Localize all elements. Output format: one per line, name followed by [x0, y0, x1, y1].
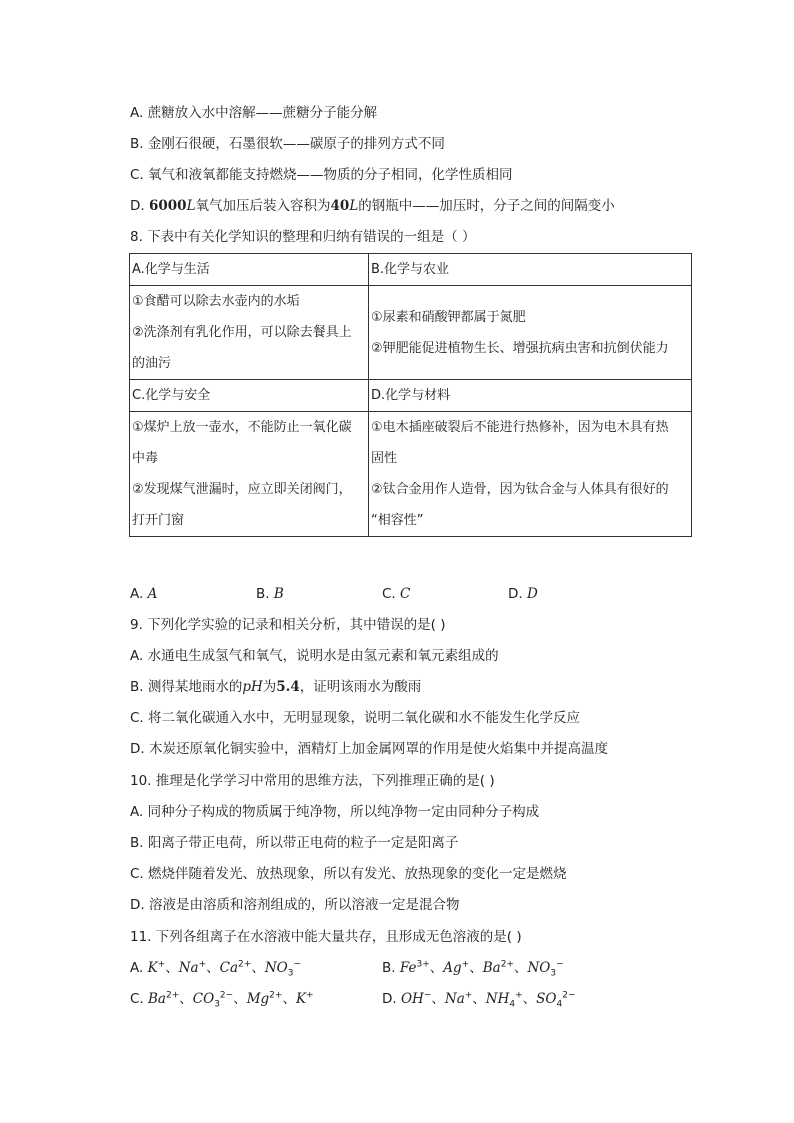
q8-option-c: C. C: [382, 586, 411, 602]
q11-option-c: C. $Ba^{2+}$、$CO_3^{2-}$、$Mg^{2+}$、K+: [130, 990, 314, 1010]
q11-stem: 11. 下列各组离子在水溶液中能大量共存，且形成无色溶液的是( ): [130, 929, 522, 945]
q7-option-a: A. 蔗糖放入水中溶解——蔗糖分子能分解: [130, 105, 378, 121]
q8-option-a: A. A: [130, 586, 158, 602]
q10-option-a: A. 同种分子构成的物质属于纯净物，所以纯净物一定由同种分子构成: [130, 804, 540, 820]
q8-cell-c-body: ①煤炉上放一壶水，不能防止一氧化碳 中毒 ②发现煤气泄漏时，应立即关闭阀门， 打开门窗: [130, 412, 369, 537]
q11-option-d: D. OH−、Na+、$NH_4^+$、$SO_4^{2-}$: [382, 990, 576, 1010]
q8-cell-d-title: D.化学与材料: [369, 380, 692, 412]
q8-stem: 8. 下表中有关化学知识的整理和归纳有错误的一组是（ ）: [130, 229, 476, 245]
q9-option-b: B. 测得某地雨水的pH为5.4，证明该雨水为酸雨: [130, 679, 422, 695]
q9-option-d: D. 木炭还原氧化铜实验中，酒精灯上加金属网罩的作用是使火焰集中并提高温度: [130, 741, 608, 757]
q8-cell-b-title: B.化学与农业: [369, 254, 692, 286]
q8-cell-a-title: A.化学与生活: [130, 254, 369, 286]
q10-stem: 10. 推理是化学学习中常用的思维方法，下列推理正确的是( ): [130, 773, 495, 789]
q10-option-b: B. 阳离子带正电荷，所以带正电荷的粒子一定是阳离子: [130, 835, 459, 851]
q10-option-d: D. 溶液是由溶质和溶剂组成的，所以溶液一定是混合物: [130, 897, 460, 913]
q9-option-a: A. 水通电生成氢气和氧气，说明水是由氢元素和氧元素组成的: [130, 648, 499, 664]
q9-stem: 9. 下列化学实验的记录和相关分析，其中错误的是( ): [130, 617, 446, 633]
q8-cell-a-body: ①食醋可以除去水壶内的水垢 ②洗涤剂有乳化作用，可以除去餐具上 的油污: [130, 286, 369, 380]
q7-option-c: C. 氧气和液氧都能支持燃烧——物质的分子相同，化学性质相同: [130, 167, 513, 183]
q11-option-a: A. K+、Na+、$Ca^{2+}$、$NO_3^-$: [130, 959, 301, 979]
q7-option-b: B. 金刚石很硬，石墨很软——碳原子的排列方式不同: [130, 136, 445, 152]
q8-table: [129, 253, 692, 537]
q9-option-c: C. 将二氧化碳通入水中，无明显现象，说明二氧化碳和水不能发生化学反应: [130, 710, 581, 726]
q8-cell-b-body: ①尿素和硝酸钾都属于氮肥 ②钾肥能促进植物生长、增强抗病虫害和抗倒伏能力: [369, 286, 692, 380]
q7-option-d: D. 6000L氧气加压后装入容积为40L的钢瓶中——加压时，分子之间的间隔变小: [130, 198, 615, 214]
q8-option-d: D. D: [508, 586, 538, 602]
q8-option-b: B. B: [256, 586, 284, 602]
q11-option-b: B. $Fe^{3+}$、Ag+、$Ba^{2+}$、$NO_3^-$: [382, 959, 564, 979]
q8-cell-d-body: ①电木插座破裂后不能进行热修补，因为电木具有热 固性 ②钛合金用作人造骨，因为钛合金与人体具有很好的 “相容性”: [369, 412, 692, 537]
q10-option-c: C. 燃烧伴随着发光、放热现象，所以有发光、放热现象的变化一定是燃烧: [130, 866, 567, 882]
q8-cell-c-title: C.化学与安全: [130, 380, 369, 412]
